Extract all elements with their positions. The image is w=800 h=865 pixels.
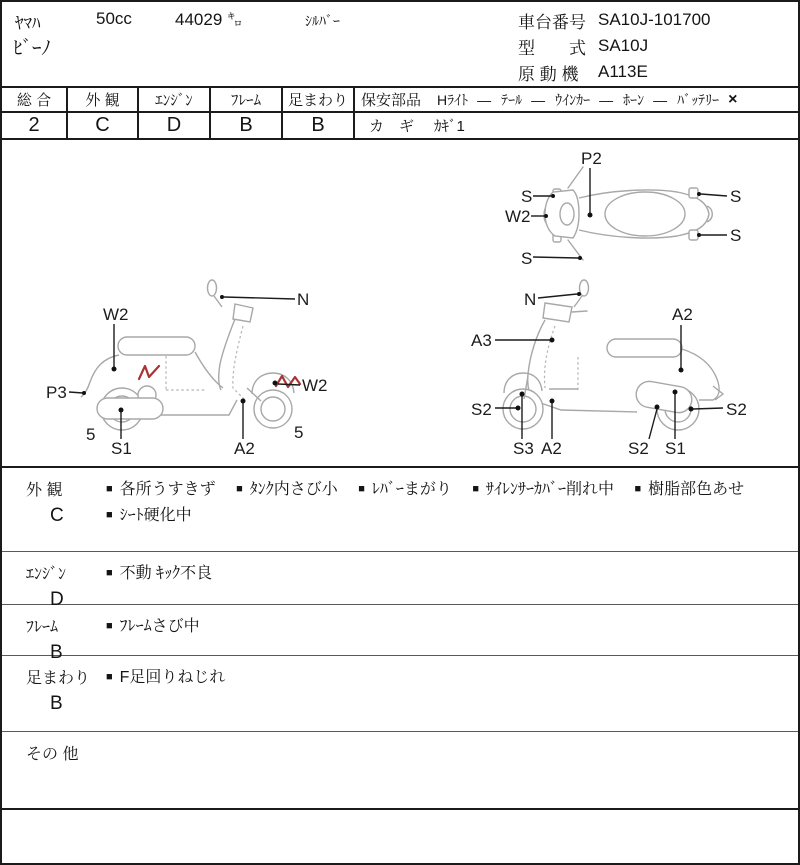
label-a2-left: A2 (234, 439, 255, 458)
header (2, 2, 798, 88)
grade-overall (2, 88, 68, 138)
safety-battery-status: × (728, 90, 738, 108)
section-frame-grade: B (50, 642, 63, 663)
bullet-icon: ■ (106, 483, 113, 495)
label-a2-floor: A2 (541, 439, 562, 458)
safety-headlight: Hﾗｲﾄ — (437, 91, 492, 108)
right-side-view (471, 280, 747, 458)
section-engine-items (98, 552, 798, 604)
chassis-number-row (518, 7, 710, 33)
safety-battery: ﾊﾞｯﾃﾘｰ × (677, 90, 738, 108)
label-tire-size-front: 5 (294, 423, 304, 442)
label-tire-size-rear: 5 (86, 425, 96, 444)
maker-name: ﾔﾏﾊ (15, 14, 41, 33)
bullet-icon: ■ (236, 483, 243, 495)
safety-parts (355, 88, 798, 138)
grade-undercarriage (283, 88, 355, 138)
grade-exterior-label: 外 観 (68, 88, 137, 113)
key-row (355, 113, 798, 138)
label-s-rear-bottom: S (730, 226, 742, 245)
key-label: カ ギ (369, 118, 415, 135)
label-s1-left: S1 (111, 439, 132, 458)
safety-winker: ｳｲﾝｶｰ — (555, 91, 614, 108)
section-engine-grade: D (50, 589, 64, 610)
label-s2-rear: S2 (726, 400, 747, 419)
condition-item: ■ ｼｰﾄ硬化中 (106, 507, 192, 525)
safety-parts-row (355, 88, 798, 113)
bullet-icon: ■ (106, 567, 113, 579)
vehicle-codes (518, 7, 710, 85)
chassis-number-label: 車台番号 (518, 12, 586, 32)
safety-horn: ﾎｰﾝ — (623, 91, 668, 108)
bullet-icon: ■ (472, 483, 480, 495)
chassis-number-value: SA10J-101700 (598, 10, 711, 29)
section-other-items (98, 732, 798, 808)
section-frame-label: ﾌﾚｰﾑ (26, 619, 59, 636)
condition-item: ■ 不動 ｷｯｸ不良 (106, 565, 213, 582)
label-s2-cover: S2 (628, 439, 649, 458)
top-view (505, 149, 741, 268)
model-name: ﾋﾞｰﾉ (13, 38, 52, 59)
label-w2-top: W2 (505, 207, 531, 226)
condition-item: ■ 各所うすきず (106, 481, 216, 498)
damage-diagram (2, 140, 798, 468)
grade-undercarriage-value: B (311, 114, 325, 136)
section-exterior (2, 468, 798, 551)
condition-item: ■ ﾀﾝｸ内さび小 (236, 481, 338, 498)
section-undercarriage-items (98, 656, 798, 731)
section-frame (2, 604, 798, 663)
condition-item: ■ ﾌﾚｰﾑさび中 (106, 618, 200, 635)
label-p2: P2 (581, 149, 602, 168)
grade-overall-value: 2 (28, 114, 40, 136)
safety-horn-status: — (653, 91, 668, 108)
section-other-label: その 他 (26, 746, 79, 763)
label-s2-front: S2 (471, 400, 492, 419)
mileage (175, 9, 242, 30)
section-engine-label: ｴﾝｼﾞﾝ (26, 566, 67, 583)
safety-taillight: ﾃｰﾙ — (501, 91, 546, 108)
grade-frame (211, 88, 283, 138)
key-value: ｶｷﾞ1 (434, 118, 465, 135)
engine-code-label: 原 動 機 (518, 64, 579, 84)
section-other-grade (2, 764, 98, 769)
model-code-label: 型 式 (518, 38, 586, 58)
bullet-icon: ■ (358, 483, 365, 495)
engine-code-row (518, 59, 710, 85)
grade-exterior (68, 88, 139, 138)
bullet-icon: ■ (106, 509, 113, 522)
model-code-row (518, 33, 710, 59)
grade-overall-label: 総 合 (2, 88, 66, 113)
condition-item: ■ ｻｲﾚﾝｻｰｶﾊﾞｰ削れ中 (472, 481, 615, 498)
bottom-empty-box (2, 808, 798, 861)
bullet-icon: ■ (106, 620, 113, 632)
section-exterior-items (98, 468, 798, 551)
section-undercarriage-label: 足まわり (26, 670, 91, 687)
grade-exterior-value: C (95, 114, 110, 136)
grade-frame-value: B (239, 114, 253, 136)
condition-item: ■ 樹脂部色あせ (634, 481, 745, 498)
label-s-front: S (521, 187, 533, 206)
condition-item: ■ ﾚﾊﾞｰまがり (358, 481, 452, 498)
bullet-icon: ■ (106, 671, 113, 683)
safety-taillight-status: — (531, 91, 546, 108)
grade-undercarriage-label: 足まわり (283, 88, 353, 113)
label-w2-front: W2 (302, 376, 328, 395)
label-s-grip: S (521, 249, 533, 268)
model-code-value: SA10J (598, 36, 649, 55)
scooter-diagram-svg (2, 140, 798, 468)
body-check-mark (139, 366, 159, 379)
label-p3: P3 (46, 383, 67, 402)
left-side-view (46, 280, 328, 458)
section-other (2, 731, 798, 808)
grade-engine-label: ｴﾝｼﾞﾝ (139, 88, 209, 113)
label-s3: S3 (513, 439, 534, 458)
grade-table (2, 88, 798, 140)
section-exterior-label: 外 観 (26, 482, 63, 499)
safety-parts-label: 保安部品 (361, 92, 422, 109)
condition-item: ■ F足回りねじれ (106, 669, 226, 686)
bullet-icon: ■ (634, 483, 642, 495)
label-s1-right: S1 (665, 439, 686, 458)
label-n-right: N (524, 290, 537, 309)
engine-code-value: A113E (598, 62, 648, 81)
safety-headlight-status: — (477, 91, 492, 108)
label-s-rear-top: S (730, 187, 742, 206)
section-frame-items (98, 605, 798, 655)
label-n-left: N (297, 290, 310, 309)
grade-engine-value: D (166, 114, 182, 136)
mileage-value: 44029 (175, 10, 223, 29)
label-w2-body: W2 (103, 305, 129, 324)
grade-frame-label: ﾌﾚｰﾑ (211, 88, 281, 113)
grade-engine (139, 88, 211, 138)
section-undercarriage-grade: B (50, 693, 63, 714)
displacement: 50cc (96, 9, 132, 28)
section-undercarriage (2, 655, 798, 731)
safety-winker-status: — (599, 91, 614, 108)
section-engine (2, 551, 798, 610)
body-color: ｼﾙﾊﾞｰ (305, 13, 340, 29)
mileage-unit: ㌔ (227, 12, 243, 29)
section-exterior-grade: C (50, 505, 64, 526)
label-a3: A3 (471, 331, 492, 350)
label-a2-body: A2 (672, 305, 693, 324)
